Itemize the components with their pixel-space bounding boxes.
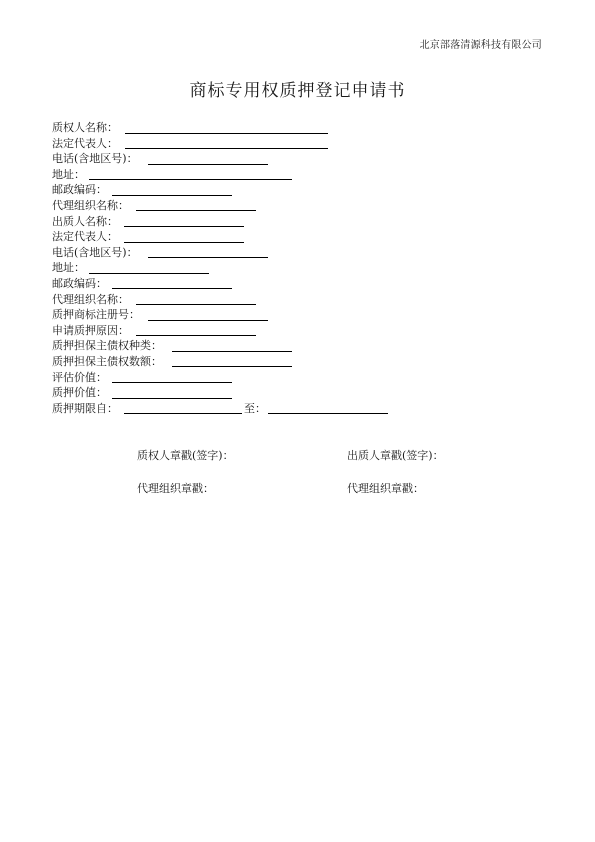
field-secured-claim-amount: [52, 354, 162, 370]
field-pledge-value: [52, 385, 162, 401]
field-label: 申请质押原因：: [52, 323, 129, 337]
field-label: 电话(含地区号)：: [52, 245, 138, 259]
field-pledgor-postcode: [52, 276, 162, 292]
input-line[interactable]: [148, 257, 268, 258]
field-pledgee-phone: [52, 151, 162, 167]
page-title: 商标专用权质押登记申请书: [189, 81, 406, 101]
field-label: 地址：: [52, 261, 85, 275]
field-pledgor-phone: [52, 245, 162, 261]
field-label: 质权人名称：: [52, 121, 118, 134]
field-label: 质押期限自：: [52, 401, 118, 415]
field-pledgee-postcode: [52, 182, 162, 198]
field-pledge-reason: [52, 323, 162, 339]
field-label: 邮政编码：: [52, 276, 107, 290]
input-line[interactable]: [136, 304, 256, 305]
input-line[interactable]: [172, 366, 292, 367]
input-line[interactable]: [112, 288, 232, 289]
field-label: 质押价值：: [52, 386, 107, 400]
input-line[interactable]: [125, 148, 328, 149]
input-line[interactable]: [89, 179, 292, 180]
input-line[interactable]: [136, 210, 256, 211]
period-end-line[interactable]: [268, 413, 388, 414]
field-pledgor-name: [52, 214, 162, 230]
field-label: 质押商标注册号：: [52, 308, 140, 322]
input-line[interactable]: [89, 273, 209, 274]
input-line[interactable]: [125, 133, 328, 134]
agent-seal-label-left: 代理组织章戳：: [137, 482, 214, 495]
field-label: 评估价值：: [52, 370, 107, 384]
field-pledgee-agent: [52, 198, 162, 214]
field-label: 代理组织名称：: [52, 198, 129, 212]
input-line[interactable]: [112, 382, 232, 383]
period-to-label: 至：: [244, 401, 266, 415]
field-pledge-period: [52, 401, 266, 417]
field-secured-claim-type: [52, 338, 162, 354]
field-pledgor-agent: [52, 292, 162, 308]
field-label: 质押担保主债权数额：: [52, 354, 162, 368]
field-label: 质押担保主债权种类：: [52, 339, 162, 353]
field-label: 法定代表人：: [52, 136, 118, 150]
form-fields: [52, 120, 266, 416]
company-name: 北京部落清源科技有限公司: [419, 40, 542, 51]
field-pledgor-representative: [52, 229, 162, 245]
input-line[interactable]: [112, 195, 232, 196]
field-label: 邮政编码：: [52, 183, 107, 197]
field-assessed-value: [52, 370, 162, 386]
pledgee-seal-label: 质权人章戳(签字)：: [137, 449, 234, 462]
field-label: 代理组织名称：: [52, 292, 129, 306]
field-label: 出质人名称：: [52, 214, 118, 228]
input-line[interactable]: [124, 226, 244, 227]
input-line[interactable]: [124, 242, 244, 243]
field-label: 法定代表人：: [52, 230, 118, 244]
input-line[interactable]: [112, 398, 232, 399]
input-line[interactable]: [136, 335, 256, 336]
field-pledgee-address: [52, 167, 162, 183]
field-pledgee-representative: [52, 136, 162, 152]
period-start-line[interactable]: [124, 413, 242, 414]
field-label: 电话(含地区号)：: [52, 152, 138, 166]
field-pledgor-address: [52, 260, 162, 276]
field-label: 地址：: [52, 167, 85, 181]
pledgor-seal-label: 出质人章戳(签字)：: [347, 449, 444, 462]
agent-seal-label-right: 代理组织章戳：: [347, 482, 424, 495]
input-line[interactable]: [148, 164, 268, 165]
field-trademark-reg-no: [52, 307, 162, 323]
field-pledgee-name: [52, 120, 162, 136]
input-line[interactable]: [148, 320, 268, 321]
input-line[interactable]: [172, 351, 292, 352]
